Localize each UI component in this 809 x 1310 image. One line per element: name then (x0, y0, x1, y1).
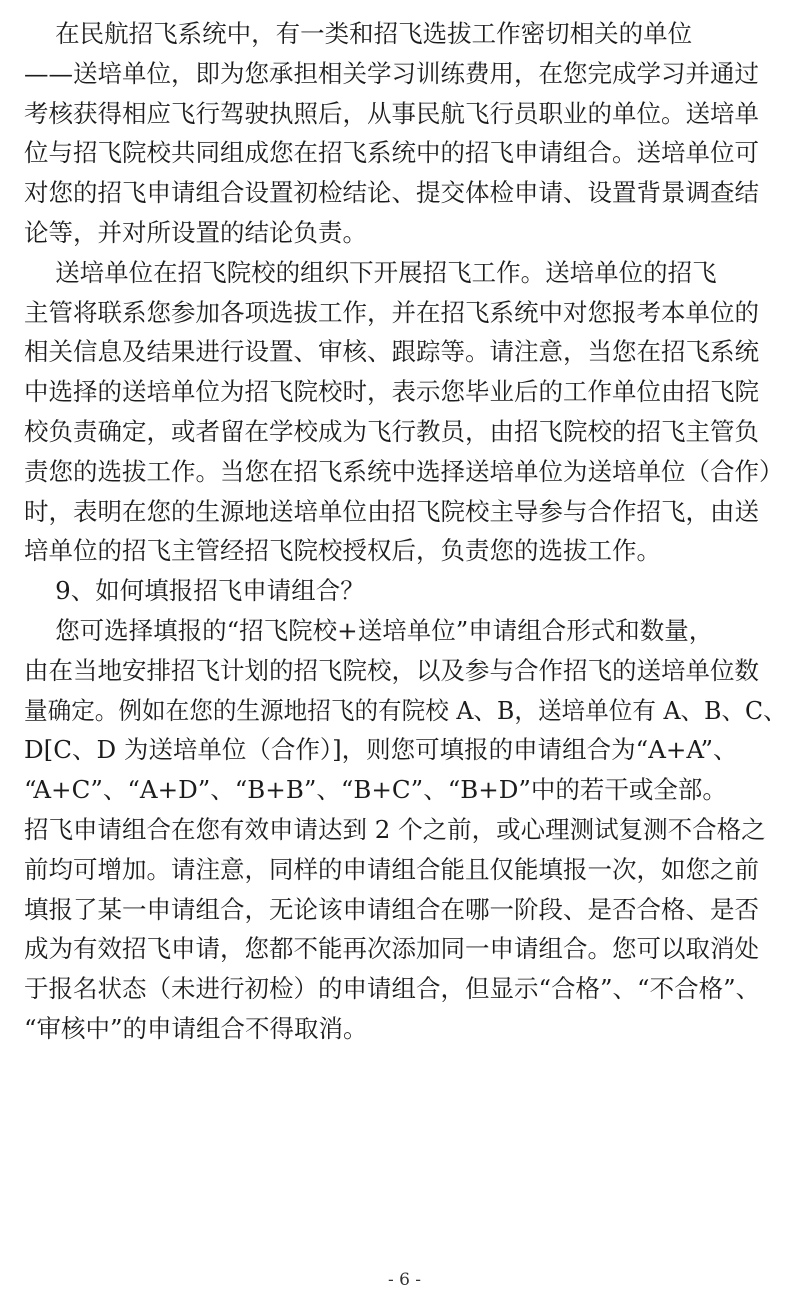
paragraph-line: 主管将联系您参加各项选拔工作，并在招飞系统中对您报考本单位的 (24, 297, 759, 327)
paragraph-line: “A+C”、“A+D”、“B+B”、“B+C”、“B+D”中的若干或全部。 (24, 775, 727, 805)
paragraph-line: 时，表明在您的生源地送培单位由招飞院校主导参与合作招飞，由送 (24, 496, 759, 526)
paragraph-line: 对您的招飞申请组合设置初检结论、提交体检申请、设置背景调查结 (24, 178, 759, 208)
paragraph-line: 于报名状态（未进行初检）的申请组合，但显示“合格”、“不合格”、 (24, 974, 761, 1004)
paragraph-line: 填报了某一申请组合，无论该申请组合在哪一阶段、是否合格、是否 (24, 894, 759, 924)
paragraph-first-line: 在民航招飞系统中，有一类和招飞选拔工作密切相关的单位 (24, 19, 693, 48)
paragraph-first-line: 9、如何填报招飞申请组合？ (24, 576, 365, 606)
paragraph-line: 成为有效招飞申请，您都不能再次添加同一申请组合。您可以取消处 (24, 934, 759, 964)
paragraph-line: 校负责确定，或者留在学校成为飞行教员，由招飞院校的招飞主管负 (24, 417, 759, 446)
paragraph-first-line: 送培单位在招飞院校的组织下开展招飞工作。送培单位的招飞 (24, 257, 717, 287)
page-number: - 6 - (387, 1270, 422, 1290)
paragraph-line: 位与招飞院校共同组成您在招飞系统中的招飞申请组合。送培单位可 (24, 138, 759, 168)
paragraph-line: 由在当地安排招飞计划的招飞院校，以及参与合作招飞的送培单位数 (24, 655, 759, 685)
paragraph-line: 量确定。例如在您的生源地招飞的有院校 A、B，送培单位有 A、B、C、 (24, 695, 787, 725)
paragraph-line: 相关信息及结果进行设置、审核、跟踪等。请注意，当您在招飞系统 (24, 337, 759, 367)
paragraph-line: 招飞申请组合在您有效申请达到 2 个之前，或心理测试复测不合格之 (24, 815, 766, 844)
paragraph-line: 责您的选拔工作。当您在招飞系统中选择送培单位为送培单位（合作） (24, 456, 784, 486)
paragraph-line: 培单位的招飞主管经招飞院校授权后，负责您的选拔工作。 (24, 536, 661, 566)
paragraph-line: ——送培单位，即为您承担相关学习训练费用，在您完成学习并通过 (24, 58, 759, 88)
paragraph-line: D[C、D 为送培单位（合作）]，则您可填报的申请组合为“A+A”、 (24, 735, 738, 765)
paragraph-line: 考核获得相应飞行驾驶执照后，从事民航飞行员职业的单位。送培单 (24, 98, 759, 128)
paragraph-line: “审核中”的申请组合不得取消。 (24, 1014, 368, 1043)
paragraph-first-line: 您可选择填报的“招飞院校+送培单位”申请组合形式和数量， (24, 616, 714, 645)
paragraph-line: 前均可增加。请注意，同样的申请组合能且仅能填报一次，如您之前 (24, 854, 759, 884)
paragraph-line: 论等，并对所设置的结论负责。 (24, 218, 367, 247)
paragraph-line: 中选择的送培单位为招飞院校时，表示您毕业后的工作单位由招飞院 (24, 377, 759, 407)
